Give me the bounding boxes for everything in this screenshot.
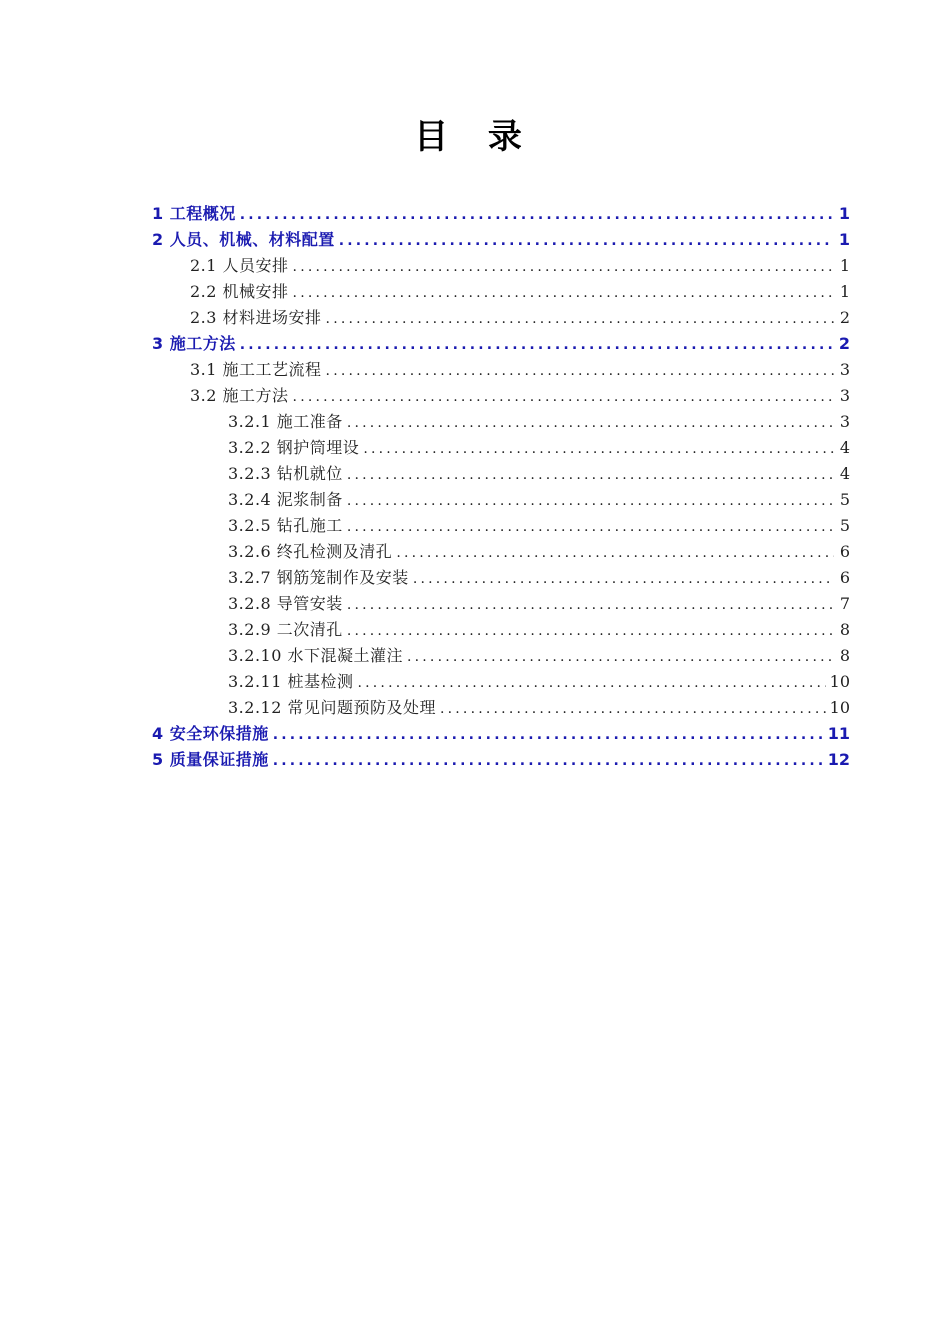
toc-entry-page-number: 4 [839, 464, 850, 483]
toc-entry[interactable] [228, 644, 850, 668]
toc-entry-page-number: 5 [839, 490, 850, 509]
toc-entry-page-number: 3 [839, 360, 850, 379]
toc-dot-leader [413, 567, 834, 591]
toc-entry[interactable] [228, 436, 850, 460]
toc-dot-leader [407, 645, 834, 669]
toc-entry-page-number: 10 [829, 672, 850, 691]
toc-dot-leader [347, 619, 834, 643]
toc-entry-label: 3.2.7 钢筋笼制作及安装 [228, 568, 409, 587]
toc-entry-page-number: 3 [839, 386, 850, 405]
toc-dot-leader [293, 281, 834, 305]
toc-entry-label: 3.2.4 泥浆制备 [228, 490, 343, 509]
toc-entry-label: 3.2 施工方法 [190, 386, 289, 405]
toc-entry-label: 3.2.9 二次清孔 [228, 620, 343, 639]
toc-entry-page-number: 5 [839, 516, 850, 535]
toc-entry[interactable] [228, 488, 850, 512]
toc-entry-page-number: 12 [827, 750, 850, 769]
toc-entry-label: 3.2.2 钢护筒埋设 [228, 438, 360, 457]
toc-entry-page-number: 10 [829, 698, 850, 717]
toc-entry-label: 3.2.5 钻孔施工 [228, 516, 343, 535]
toc-dot-leader [347, 593, 834, 617]
toc-dot-leader [326, 359, 834, 383]
toc-entry[interactable] [190, 384, 850, 408]
toc-entry-page-number: 2 [838, 334, 850, 353]
toc-entry[interactable] [228, 410, 850, 434]
toc-entry[interactable] [228, 566, 850, 590]
toc-entry[interactable] [228, 670, 850, 694]
toc-dot-leader [396, 541, 834, 565]
toc-dot-leader [293, 385, 834, 409]
toc-entry-page-number: 2 [839, 308, 850, 327]
toc-dot-leader [357, 671, 825, 695]
toc-entry[interactable] [228, 592, 850, 616]
toc-entry-page-number: 1 [838, 230, 850, 249]
toc-entry-label: 3.2.1 施工准备 [228, 412, 343, 431]
toc-entry-page-number: 8 [839, 620, 850, 639]
toc-entry-page-number: 1 [839, 282, 850, 301]
toc-entry-label: 4 安全环保措施 [152, 724, 269, 743]
toc-entry-label: 3 施工方法 [152, 334, 236, 353]
toc-entry-page-number: 4 [839, 438, 850, 457]
toc-entry[interactable] [228, 514, 850, 538]
toc-entry-label: 3.2.12 常见问题预防及处理 [228, 698, 436, 717]
toc-entry[interactable] [152, 228, 850, 252]
toc-dot-leader [273, 749, 824, 773]
toc-entry-page-number: 6 [839, 542, 850, 561]
toc-dot-leader [339, 229, 834, 253]
toc-entry-label: 1 工程概况 [152, 204, 236, 223]
toc-entry[interactable] [228, 462, 850, 486]
toc-entry-page-number: 1 [839, 256, 850, 275]
toc-entry[interactable] [190, 306, 850, 330]
toc-dot-leader [240, 203, 834, 227]
toc-entry[interactable] [152, 722, 850, 746]
toc-entry[interactable] [228, 618, 850, 642]
toc-entry-page-number: 8 [839, 646, 850, 665]
toc-dot-leader [293, 255, 834, 279]
toc-dot-leader [347, 489, 834, 513]
toc-entry[interactable] [190, 254, 850, 278]
toc-entry[interactable] [152, 332, 850, 356]
toc-entry-label: 3.2.6 终孔检测及清孔 [228, 542, 393, 561]
toc-entry[interactable] [190, 280, 850, 304]
toc-entry[interactable] [228, 540, 850, 564]
toc-entry[interactable] [228, 696, 850, 720]
toc-dot-leader [347, 515, 834, 539]
toc-entry-label: 3.2.11 桩基检测 [228, 672, 354, 691]
toc-entry-page-number: 6 [839, 568, 850, 587]
toc-entry[interactable] [152, 202, 850, 226]
toc-entry-label: 3.2.3 钻机就位 [228, 464, 343, 483]
toc-entry-label: 3.1 施工工艺流程 [190, 360, 322, 379]
toc-entry-page-number: 7 [839, 594, 850, 613]
toc-entry-label: 2.2 机械安排 [190, 282, 289, 301]
toc-entry[interactable] [152, 748, 850, 772]
toc-dot-leader [347, 463, 834, 487]
toc-dot-leader [363, 437, 834, 461]
toc-entry-page-number: 1 [838, 204, 850, 223]
toc-dot-leader [240, 333, 834, 357]
toc-dot-leader [440, 697, 826, 721]
toc-dot-leader [273, 723, 824, 747]
toc-entry-label: 2 人员、机械、材料配置 [152, 230, 335, 249]
toc-entry-page-number: 3 [839, 412, 850, 431]
toc-entry[interactable] [190, 358, 850, 382]
toc-entry-page-number: 11 [827, 724, 850, 743]
toc-dot-leader [326, 307, 834, 331]
toc-title: 目 录 [414, 117, 536, 157]
toc-entry-label: 5 质量保证措施 [152, 750, 269, 769]
toc-dot-leader [347, 411, 834, 435]
toc-entry-label: 3.2.8 导管安装 [228, 594, 343, 613]
toc-entry-label: 3.2.10 水下混凝土灌注 [228, 646, 403, 665]
toc-entry-label: 2.3 材料进场安排 [190, 308, 322, 327]
toc-entry-label: 2.1 人员安排 [190, 256, 289, 275]
